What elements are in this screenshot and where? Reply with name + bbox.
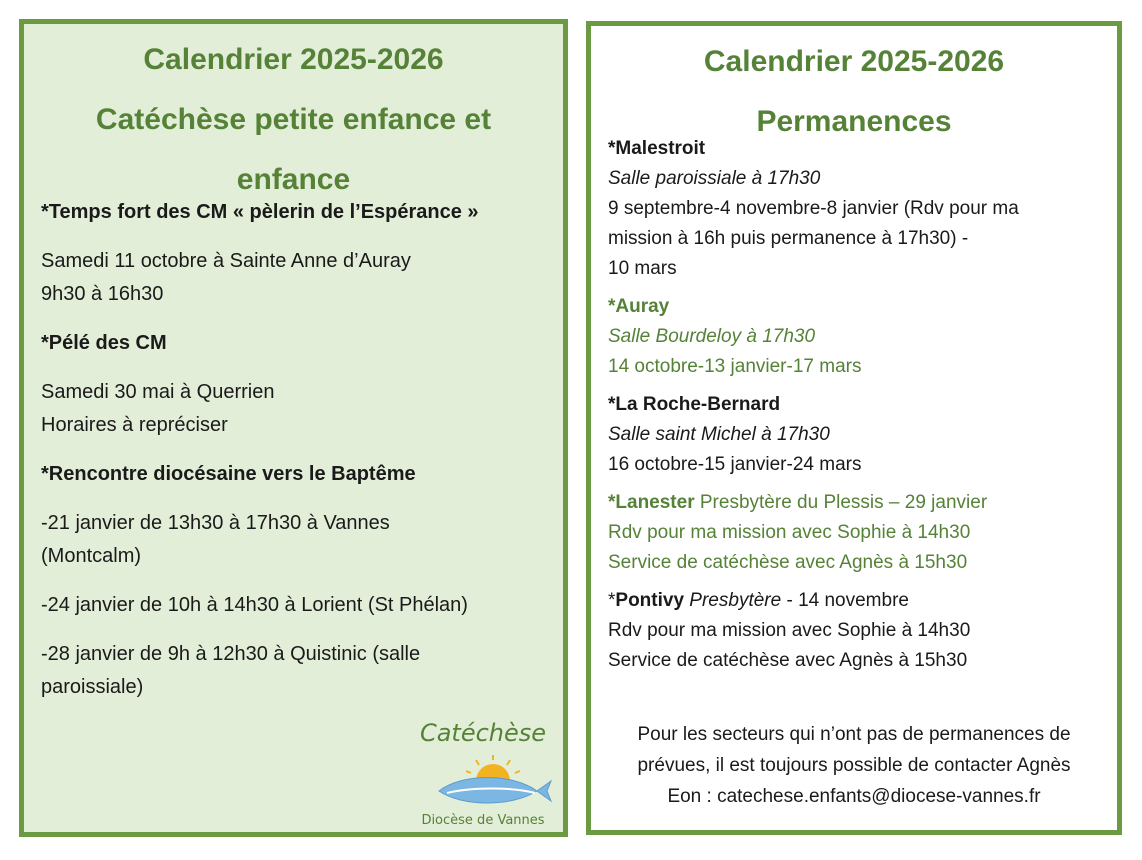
lanester-place-date: Presbytère du Plessis – 29 janvier [694,492,988,513]
event-heading-pele: *Pélé des CM [41,332,167,354]
event-details-pele [41,376,551,442]
pontivy-name: Pontivy [615,590,685,611]
bapteme-item-quistinic [41,638,551,704]
bapteme-vannes-line2: (Montcalm) [41,545,142,567]
lanester-line3: Service de catéchèse avec Agnès à 15h30 [608,552,968,573]
right-title-line2: Permanences [756,105,952,138]
footer-contact-email: Eon : catechese.enfants@diocese-vannes.fr [667,786,1041,807]
malestroit-place: Salle paroissiale à 17h30 [608,168,821,189]
pontivy-line1 [608,586,1105,616]
permanence-auray [608,292,1105,382]
bapteme-item-vannes [41,507,551,573]
roche-bernard-name: *La Roche-Bernard [608,394,781,415]
left-title-line1: Calendrier 2025-2026 [143,43,444,76]
pontivy-line2: Rdv pour ma mission avec Sophie à 14h30 [608,620,971,641]
event-heading-bapteme: *Rencontre diocésaine vers le Baptême [41,463,416,485]
bapteme-quistinic-line2: paroissiale) [41,676,144,698]
lanester-line1 [608,488,1105,518]
footer-line2: prévues, il est toujours possible de contacter Agnès [637,755,1071,776]
bapteme-item-lorient: -24 janvier de 10h à 14h30 à Lorient (St Phélan) [41,594,468,616]
pontivy-line3: Service de catéchèse avec Agnès à 15h30 [608,650,968,671]
logo-catechese-text: Catéchèse [419,719,547,747]
permanence-lanester [608,488,1105,578]
catechese-logo [417,709,557,829]
lanester-line2: Rdv pour ma mission avec Sophie à 14h30 [608,522,971,543]
roche-bernard-dates: 16 octobre-15 janvier-24 mars [608,454,862,475]
pontivy-place: Presbytère [684,590,782,611]
permanence-roche-bernard [608,390,1105,480]
permanence-pontivy [608,586,1105,676]
bapteme-quistinic-line1: -28 janvier de 9h à 12h30 à Quistinic (salle [41,643,421,665]
pontivy-date: - 14 novembre [781,590,909,611]
roche-bernard-place: Salle saint Michel à 17h30 [608,424,830,445]
left-title-line3: enfance [236,163,351,196]
event-date-pele: Samedi 30 mai à Querrien [41,381,275,403]
event-details-temps-fort [41,245,551,311]
auray-dates: 14 octobre-13 janvier-17 mars [608,356,862,377]
right-title-line1: Calendrier 2025-2026 [703,45,1005,78]
event-time-pele: Horaires à repréciser [41,414,228,436]
permanences-panel [586,21,1122,835]
auray-name: *Auray [608,296,670,317]
right-content [608,134,1105,684]
malestroit-name: *Malestroit [608,138,706,159]
catechese-calendar-panel [19,19,568,837]
left-title-line2: Catéchèse petite enfance et [95,103,492,136]
event-heading-temps-fort: *Temps fort des CM « pèlerin de l’Espérance » [41,201,479,223]
logo-diocese-text: Diocèse de Vannes [421,813,545,828]
bapteme-vannes-line1: -21 janvier de 13h30 à 17h30 à Vannes [41,512,390,534]
malestroit-dates-line1: 9 septembre-4 novembre-8 janvier (Rdv pour ma [608,198,1019,219]
malestroit-dates-line2: mission à 16h puis permanence à 17h30) - [608,228,969,249]
event-date-temps-fort: Samedi 11 octobre à Sainte Anne d’Auray [41,250,411,272]
contact-footer [591,719,1117,812]
lanester-name: *Lanester [608,492,695,513]
permanence-malestroit [608,134,1105,284]
pontivy-star: * [608,590,616,611]
auray-place: Salle Bourdeloy à 17h30 [608,326,816,347]
malestroit-dates-line3: 10 mars [608,258,677,279]
left-content [41,196,551,720]
event-time-temps-fort: 9h30 à 16h30 [41,283,164,305]
footer-line1: Pour les secteurs qui n’ont pas de permanences de [637,724,1071,745]
